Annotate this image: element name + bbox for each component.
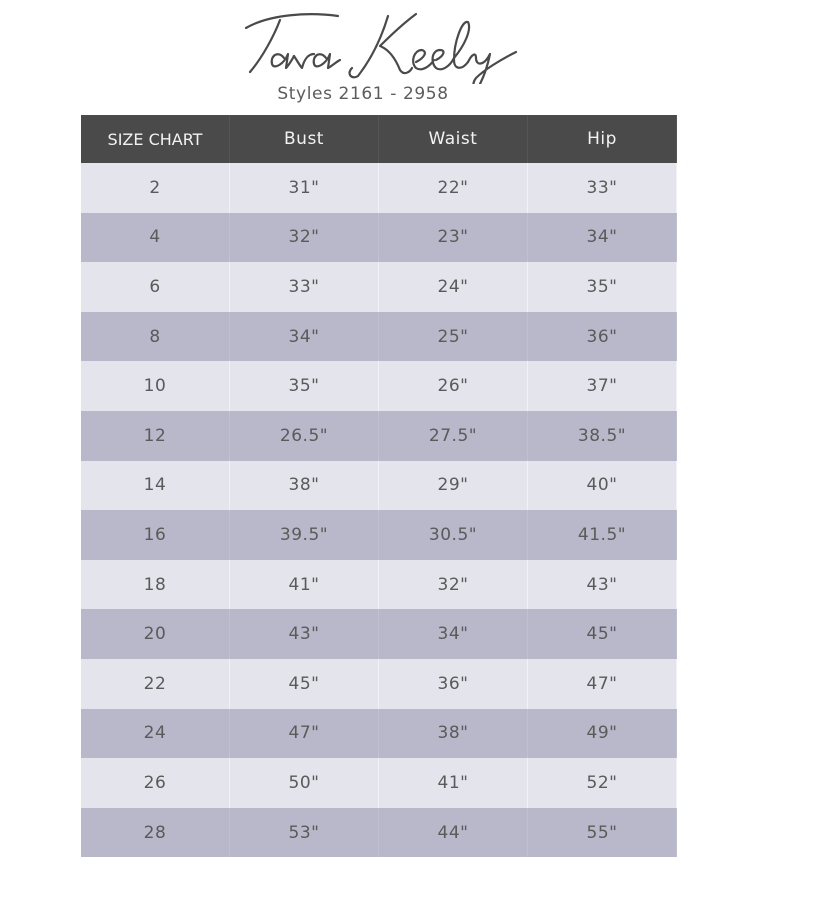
measurement-cell: 41" bbox=[230, 560, 379, 610]
size-cell: 18 bbox=[81, 560, 230, 610]
size-cell: 16 bbox=[81, 510, 230, 560]
size-cell: 4 bbox=[81, 213, 230, 263]
measurement-cell: 45" bbox=[230, 659, 379, 709]
size-cell: 10 bbox=[81, 361, 230, 411]
size-cell: 26 bbox=[81, 758, 230, 808]
size-cell: 28 bbox=[81, 808, 230, 858]
table-row bbox=[81, 262, 677, 312]
measurement-cell: 41.5" bbox=[528, 510, 677, 560]
table-row bbox=[81, 163, 677, 213]
size-cell: 6 bbox=[81, 262, 230, 312]
measurement-cell: 31" bbox=[230, 163, 379, 213]
measurement-cell: 35" bbox=[528, 262, 677, 312]
measurement-cell: 26.5" bbox=[230, 411, 379, 461]
measurement-cell: 50" bbox=[230, 758, 379, 808]
column-header: Bust bbox=[230, 115, 379, 163]
measurement-cell: 23" bbox=[379, 213, 528, 263]
measurement-cell: 25" bbox=[379, 312, 528, 362]
measurement-cell: 26" bbox=[379, 361, 528, 411]
table-row bbox=[81, 213, 677, 263]
table-row bbox=[81, 609, 677, 659]
measurement-cell: 32" bbox=[230, 213, 379, 263]
table-row bbox=[81, 411, 677, 461]
table-body bbox=[81, 163, 677, 857]
table-row bbox=[81, 758, 677, 808]
size-cell: 20 bbox=[81, 609, 230, 659]
table-row bbox=[81, 361, 677, 411]
table-row bbox=[81, 510, 677, 560]
measurement-cell: 41" bbox=[379, 758, 528, 808]
size-cell: 12 bbox=[81, 411, 230, 461]
measurement-cell: 55" bbox=[528, 808, 677, 858]
measurement-cell: 35" bbox=[230, 361, 379, 411]
size-cell: 8 bbox=[81, 312, 230, 362]
measurement-cell: 27.5" bbox=[379, 411, 528, 461]
size-cell: 22 bbox=[81, 659, 230, 709]
measurement-cell: 34" bbox=[379, 609, 528, 659]
measurement-cell: 36" bbox=[379, 659, 528, 709]
size-cell: 24 bbox=[81, 709, 230, 759]
size-chart-table bbox=[81, 115, 677, 857]
column-header: Hip bbox=[528, 115, 677, 163]
brand-logo bbox=[240, 6, 520, 84]
measurement-cell: 34" bbox=[528, 213, 677, 263]
brand-script-signature bbox=[240, 6, 520, 84]
measurement-cell: 53" bbox=[230, 808, 379, 858]
measurement-cell: 49" bbox=[528, 709, 677, 759]
measurement-cell: 33" bbox=[528, 163, 677, 213]
measurement-cell: 47" bbox=[230, 709, 379, 759]
measurement-cell: 43" bbox=[528, 560, 677, 610]
measurement-cell: 52" bbox=[528, 758, 677, 808]
measurement-cell: 24" bbox=[379, 262, 528, 312]
measurement-cell: 44" bbox=[379, 808, 528, 858]
measurement-cell: 33" bbox=[230, 262, 379, 312]
measurement-cell: 36" bbox=[528, 312, 677, 362]
measurement-cell: 38.5" bbox=[528, 411, 677, 461]
measurement-cell: 45" bbox=[528, 609, 677, 659]
measurement-cell: 37" bbox=[528, 361, 677, 411]
measurement-cell: 39.5" bbox=[230, 510, 379, 560]
table-row bbox=[81, 560, 677, 610]
table-row bbox=[81, 659, 677, 709]
size-cell: 14 bbox=[81, 461, 230, 511]
size-cell: 2 bbox=[81, 163, 230, 213]
table-row bbox=[81, 312, 677, 362]
measurement-cell: 40" bbox=[528, 461, 677, 511]
table-row bbox=[81, 808, 677, 858]
column-header: SIZE CHART bbox=[81, 115, 230, 163]
table-row bbox=[81, 461, 677, 511]
measurement-cell: 47" bbox=[528, 659, 677, 709]
measurement-cell: 38" bbox=[379, 709, 528, 759]
measurement-cell: 38" bbox=[230, 461, 379, 511]
measurement-cell: 22" bbox=[379, 163, 528, 213]
styles-subtitle: Styles 2161 - 2958 bbox=[277, 84, 449, 104]
measurement-cell: 34" bbox=[230, 312, 379, 362]
measurement-cell: 43" bbox=[230, 609, 379, 659]
column-header: Waist bbox=[379, 115, 528, 163]
measurement-cell: 30.5" bbox=[379, 510, 528, 560]
measurement-cell: 32" bbox=[379, 560, 528, 610]
table-header-row bbox=[81, 115, 677, 163]
measurement-cell: 29" bbox=[379, 461, 528, 511]
table-row bbox=[81, 709, 677, 759]
